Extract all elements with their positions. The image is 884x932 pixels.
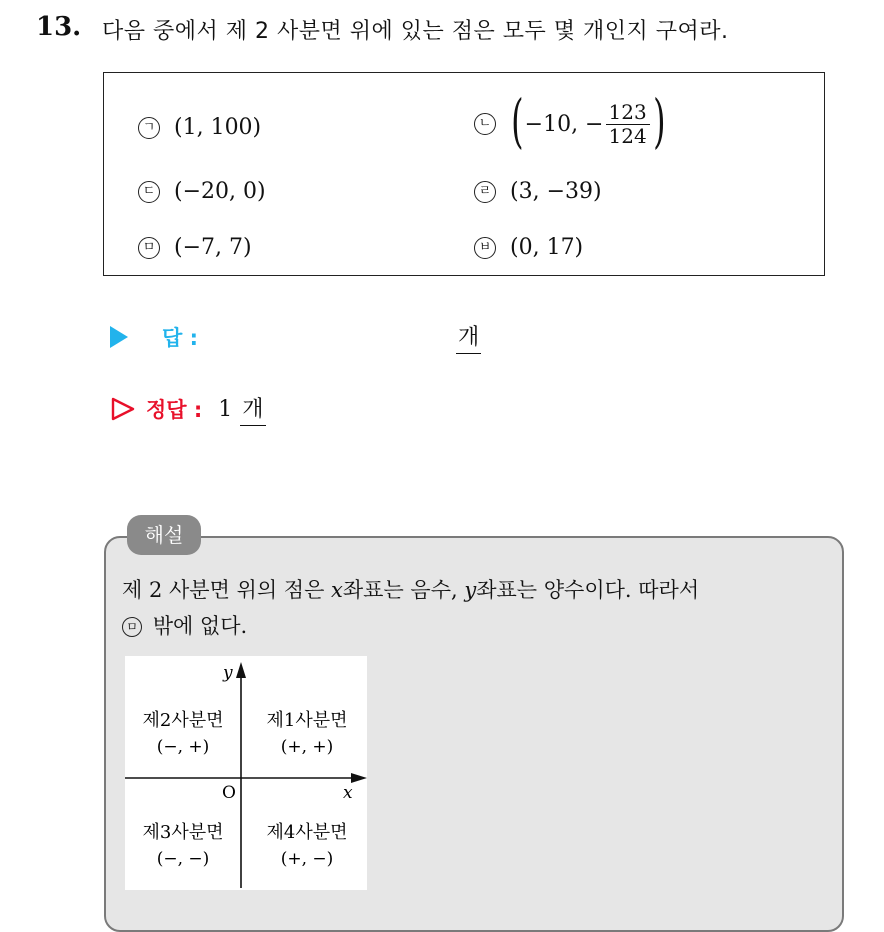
y-axis-arrow-icon [236,662,246,678]
choice-6 [474,235,583,260]
correct-value: 1 [218,396,233,422]
origin-label: O [222,783,236,803]
fraction [606,99,650,148]
choice-text: (−20, 0) [174,179,266,204]
choice-text: (3, −39) [510,179,602,204]
quadrant-2-name: 제2사분면 [142,710,224,731]
choice-text: (1, 100) [174,115,262,140]
outline-triangle-icon [110,396,136,422]
choice-3 [138,179,266,204]
quadrant-3-sign: (−, −) [156,849,210,869]
quadrant-1-name: 제1사분면 [266,710,348,731]
choice-mark-icon: ㄴ [474,113,496,135]
quadrant-diagram [125,656,367,890]
fraction-expression [510,87,666,155]
explanation-segment: 밖에 없다. [152,614,248,638]
left-paren: ( [511,87,524,155]
question-number: 13. [36,12,82,42]
choice-1 [138,115,261,140]
explanation-segment: 제 2 사분면 위의 점은 [122,578,325,602]
explanation-segment: 좌표는 음수, [342,578,458,602]
right-paren: ) [652,87,666,155]
quadrant-2-sign: (−, +) [156,737,210,757]
choice-mark-icon: ㄱ [138,117,160,139]
explanation-line-2 [122,608,834,644]
explanation-line-1 [122,572,834,608]
choice-2 [474,87,666,155]
choice-mark-icon: ㅁ [122,617,142,637]
choice-mark-icon: ㅁ [138,237,160,259]
explanation-segment: 좌표는 양수이다. 따라서 [476,578,700,602]
variable-x: x [331,578,343,602]
x-axis-label: x [343,783,353,803]
quadrant-4-name: 제4사분면 [266,822,348,843]
fraction-numerator: 123 [606,102,650,125]
question-text: 다음 중에서 제 2 사분면 위에 있는 점은 모두 몇 개인지 구여라. [102,19,729,44]
correct-unit: 개 [240,392,265,426]
explanation-text [122,572,834,644]
explanation-tab: 해설 [127,515,201,555]
correct-label: 정답 : [146,398,203,422]
quadrant-3-name: 제3사분면 [142,822,224,843]
answer-row [110,322,198,352]
fraction-prefix: −10, − [524,111,604,137]
x-axis-arrow-icon [351,773,367,783]
play-triangle-icon [110,326,128,348]
choice-text: (0, 17) [510,235,584,260]
choices-box [103,72,825,276]
choice-mark-icon: ㅂ [474,237,496,259]
quadrant-1-sign: (+, +) [280,737,334,757]
answer-label: 답 : [162,326,198,350]
choice-5 [138,235,252,260]
answer-unit[interactable]: 개 [456,320,481,354]
quadrant-4-sign: (+, −) [280,849,334,869]
choice-text: (−7, 7) [174,235,252,260]
choice-mark-icon: ㄷ [138,181,160,203]
choice-mark-icon: ㄹ [474,181,496,203]
y-axis-label: y [223,663,233,683]
fraction-denominator: 124 [608,123,647,148]
choice-4 [474,179,602,204]
correct-answer-row [110,392,266,426]
variable-y: y [464,578,477,602]
